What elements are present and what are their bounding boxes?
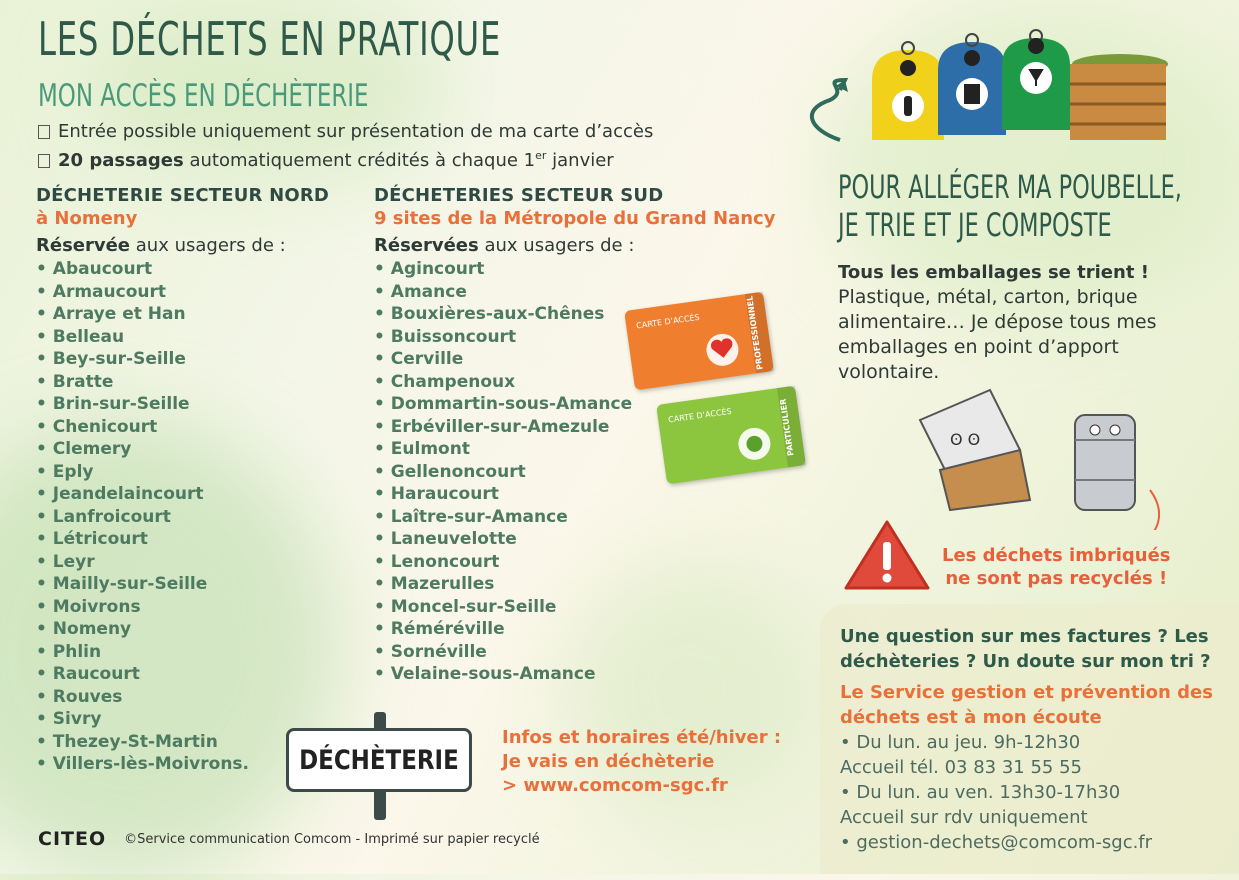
north-town-item: • Nomeny [36, 618, 329, 641]
north-town-item: • Chenicourt [36, 416, 329, 439]
citeo-logo: CITEO [38, 828, 107, 850]
arrow-icon [812, 80, 845, 140]
south-town-item: • Cerville [374, 348, 775, 371]
north-town-item: • Eply [36, 461, 329, 484]
yellow-bin-icon [872, 42, 944, 140]
south-town-item: • Champenoux [374, 371, 775, 394]
globe-icon [722, 418, 787, 466]
sign-panel: DÉCHÈTERIE [286, 728, 472, 792]
page-subtitle: MON ACCÈS EN DÉCHÈTERIE [38, 78, 369, 114]
south-town-item: • Moncel-sur-Seille [374, 596, 775, 619]
south-town-item: • Dommartin-sous-Amance [374, 393, 775, 416]
south-town-item: • Velaine-sous-Amance [374, 663, 775, 686]
access-cards [625, 295, 805, 495]
contact-line: Accueil tél. 03 83 31 55 55 [840, 757, 1082, 778]
north-heading: DÉCHETERIE SECTEUR NORD [36, 185, 330, 206]
north-town-item: • Phlin [36, 641, 329, 664]
individual-card: CARTE D’ACCÈS PARTICULIER [656, 386, 806, 485]
north-town-item: • Mailly-sur-Seille [36, 573, 329, 596]
south-reserved: Réservées aux usagers de : [374, 235, 635, 256]
access-line-1: Entrée possible uniquement sur présentation de ma carte d’accès [38, 120, 653, 144]
north-town-item: • Armaucourt [36, 281, 329, 304]
north-location: à Nomeny [36, 208, 138, 229]
svg-text:ʘ ʘ: ʘ ʘ [950, 430, 981, 449]
checkbox-icon [38, 125, 50, 139]
south-town-item: • Bouxières-aux-Chênes [374, 303, 775, 326]
green-bin-icon [1002, 30, 1070, 130]
slogan: POUR ALLÉGER MA POUBELLE, JE TRIE ET JE COMPOSTE [838, 168, 1182, 244]
access-info [38, 120, 653, 173]
north-sector [36, 185, 329, 776]
contact-line: • Du lun. au ven. 13h30-17h30 [840, 782, 1121, 803]
north-reserved: Réservée aux usagers de : [36, 235, 286, 256]
infos-block: Infos et horaires été/hiver : Je vais en déchèterie > www.comcom-sgc.fr [502, 727, 782, 796]
contact-details [840, 730, 1152, 855]
warning-text: Les déchets imbriqués ne sont pas recyclés ! [942, 545, 1171, 589]
south-town-item: • Agincourt [374, 258, 775, 281]
south-town-item: • Erbéviller-sur-Amezule [374, 416, 775, 439]
north-town-item: • Abaucourt [36, 258, 329, 281]
north-town-item: • Jeandelaincourt [36, 483, 329, 506]
north-town-item: • Villers-lès-Moivrons. [36, 753, 329, 776]
north-town-item: • Thezey-St-Martin [36, 731, 329, 754]
footer-credit: ©Service communication Comcom - Imprimé sur papier recyclé [124, 831, 540, 847]
south-town-item: • Sornéville [374, 641, 775, 664]
contact-service: Le Service gestion et prévention des déchets est à mon écoute [840, 682, 1213, 728]
footer [38, 828, 540, 850]
north-town-item: • Lanfroicourt [36, 506, 329, 529]
checkbox-icon [38, 154, 50, 168]
contact-question: Une question sur mes factures ? Les déchèteries ? Un doute sur mon tri ? [840, 626, 1211, 672]
recycling-bins-illustration [800, 20, 1180, 160]
blue-bin-icon [938, 34, 1006, 135]
north-town-item: • Sivry [36, 708, 329, 731]
north-town-item: • Belleau [36, 326, 329, 349]
north-town-item: • Clemery [36, 438, 329, 461]
south-town-item: • Eulmont [374, 438, 775, 461]
website-link[interactable]: > www.comcom-sgc.fr [502, 775, 728, 796]
south-town-item: • Réméréville [374, 618, 775, 641]
south-town-item: • Buissoncourt [374, 326, 775, 349]
south-town-item: • Laneuvelotte [374, 528, 775, 551]
contact-email[interactable]: • gestion-dechets@comcom-sgc.fr [840, 832, 1153, 853]
access-line-2: 20 passages automatiquement crédités à chaque 1er janvier [38, 144, 653, 173]
contact-line: Accueil sur rdv uniquement [840, 807, 1088, 828]
south-town-item: • Gellenoncourt [374, 461, 775, 484]
south-town-item: • Mazerulles [374, 573, 775, 596]
contact-line: • Du lun. au jeu. 9h-12h30 [840, 732, 1081, 753]
south-location: 9 sites de la Métropole du Grand Nancy [374, 208, 776, 229]
nested-waste-illustration [910, 380, 1160, 530]
north-town-item: • Bey-sur-Seille [36, 348, 329, 371]
north-town-item: • Raucourt [36, 663, 329, 686]
north-town-item: • Létricourt [36, 528, 329, 551]
south-town-item: • Haraucourt [374, 483, 775, 506]
decheterie-sign [286, 712, 476, 822]
north-town-item: • Arraye et Han [36, 303, 329, 326]
south-heading: DÉCHETERIES SECTEUR SUD [374, 185, 664, 206]
north-town-item: • Rouves [36, 686, 329, 709]
south-town-item: • Amance [374, 281, 775, 304]
north-town-item: • Leyr [36, 551, 329, 574]
professional-card: CARTE D’ACCÈS PROFESSIONNEL [624, 292, 774, 391]
compost-crate-icon [1070, 54, 1168, 140]
warning-icon [842, 518, 932, 592]
page-title: LES DÉCHETS EN PRATIQUE [38, 12, 502, 66]
heart-icon [690, 324, 755, 372]
south-town-item: • Lenoncourt [374, 551, 775, 574]
north-town-item: • Moivrons [36, 596, 329, 619]
north-town-list [36, 258, 329, 776]
south-town-item: • Laître-sur-Amance [374, 506, 775, 529]
north-town-item: • Brin-sur-Seille [36, 393, 329, 416]
packaging-info: Tous les emballages se trient ! Plastique, métal, carton, brique alimentaire… Je dépose tous mes emballages en point d’apport volontaire. [838, 262, 1157, 383]
north-town-item: • Bratte [36, 371, 329, 394]
